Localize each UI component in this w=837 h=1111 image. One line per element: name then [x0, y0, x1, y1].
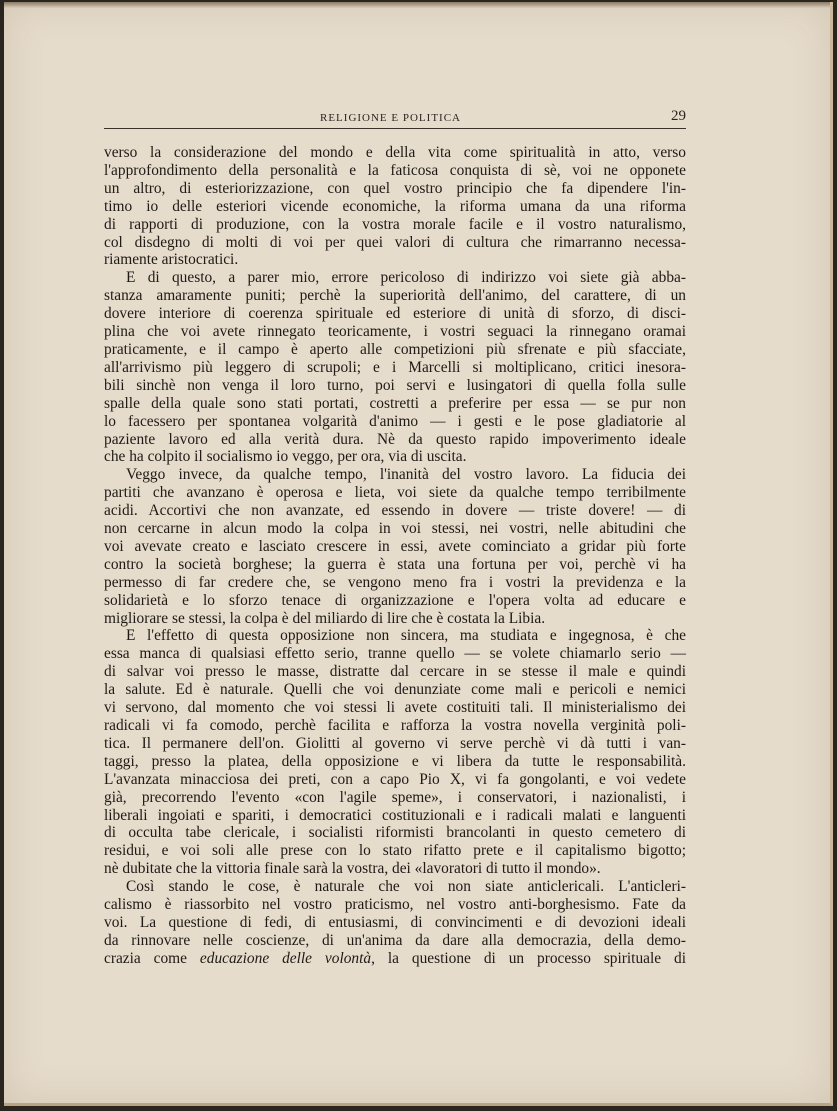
text-line: vi servono, dal momento che voi stessi li avete costituiti tali. Il ministerialismo dei: [104, 699, 686, 717]
text-line: spalle della quale sono stati portati, costretti a preferire per essa — se pur non: [104, 394, 686, 412]
text-line: L'avanzata minacciosa dei preti, con a capo Pio X, vi fa gongolanti, e voi vedete: [104, 770, 686, 788]
book-page: [4, 2, 833, 1106]
text-line: che ha colpito il socialismo io veggo, per ora, via di uscita.: [104, 448, 467, 466]
text-line: la salute. Ed è naturale. Quelli che voi denunziate come mali e pericoli e nemici: [104, 681, 686, 699]
paragraph-first-line: E di questo, a parer mio, errore pericoloso di indirizzo voi siete già abba-: [126, 269, 686, 287]
text-line: all'arrivismo più leggero di scrupoli; e i Marcelli si moltiplicano, critici inesora-: [104, 358, 686, 376]
text-line-with-italic: [104, 950, 686, 968]
text-line: di salvar voi presso le masse, distratte dal cercare in se stesse il male e quindi: [104, 663, 686, 681]
text-line: col disdegno di molti di voi per quei valori di cultura che rimarranno necessa-: [104, 233, 686, 251]
text-line: voi avevate creato e lasciato crescere in essi, avete cominciato a gridar più forte: [104, 537, 686, 555]
text-line: solidarietà e lo sforzo tenace di organizzazione e l'opera volta ad educare e: [104, 591, 686, 609]
text-line: radicali vi fa comodo, perchè facilita e rafforza la vostra novella verginità poli-: [104, 717, 686, 734]
text-line: di rapporti di produzione, con la vostra morale facile e il vostro naturalismo,: [104, 215, 686, 233]
page-number: 29: [671, 108, 686, 124]
text-line: stanza amaramente puniti; perchè la superiorità dell'animo, del carattere, di un: [104, 287, 686, 305]
page-top-edge: [4, 2, 830, 8]
text-line: timo io delle esteriori vicende economiche, la riforma umana da una riforma: [104, 197, 686, 215]
text-line: di occulta tabe clericale, i socialisti riformisti brancolanti in questo cemetero di: [104, 824, 686, 842]
running-header: [104, 108, 686, 129]
text-line: plina che voi avete rinnegato teoricamente, i vostri seguaci la rinnegano oramai: [104, 323, 686, 341]
text-line: acidi. Accortivi che non avanzate, ed essendo in dovere — triste dovere! — di: [104, 502, 686, 520]
text-line: l'approfondimento della personalità e la faticosa conquista di sè, voi ne opponete: [104, 161, 686, 179]
text-line: già, precorrendo l'evento «con l'agile speme», i conservatori, i nazionalisti, i: [104, 788, 686, 806]
text-line: un altro, di esteriorizzazione, con quel vostro principio che fa dipendere l'in-: [104, 179, 686, 197]
text-line: paziente lavoro ed alla verità dura. Nè da questo rapido impoverimento ideale: [104, 430, 686, 448]
text-line: voi. La questione di fedi, di entusiasmi, di convincimenti e di devozioni ideali: [104, 913, 686, 931]
paragraph-first-line: Veggo invece, da qualche tempo, l'inanità del vostro lavoro. La fiducia dei: [126, 466, 686, 484]
text-line: verso la considerazione del mondo e della vita come spiritualità in atto, verso: [104, 144, 686, 161]
text-line: calismo è riassorbito nel vostro praticismo, nel vostro anti-borghesismo. Fate da: [104, 896, 686, 914]
text-line: taggi, presso la platea, della opposizione e vi libera da tutte le responsabilità.: [104, 752, 686, 770]
italic-phrase: educazione delle volontà: [199, 949, 372, 967]
text-line: non cercarne in alcun modo la colpa in voi stessi, nei vostri, nelle abitudini che: [104, 520, 686, 538]
text-line: bili sinchè non venga il loro turno, poi servi e lusingatori di quella folla sulle: [104, 376, 686, 394]
paragraph-first-line: E l'effetto di questa opposizione non sincera, ma studiata e ingegnosa, è che: [126, 627, 686, 645]
text-line: residui, e voi soli alle prese con lo stato rifatto prete e il capitalismo bigotto;: [104, 842, 686, 860]
text-line: contro la società borghese; la guerra è stata una fortuna per voi, perchè vi ha: [104, 555, 686, 573]
text-line: liberali ingoiati e spariti, i democratici costituzionali e i radicali malati e languenti: [104, 806, 686, 824]
text-line: nè dubitate che la vittoria finale sarà la vostra, dei «lavoratori di tutto il mondo».: [104, 860, 601, 878]
text-segment: , la questione di un processo spirituale di: [371, 949, 686, 967]
body-text: [104, 144, 686, 968]
text-line: tica. Il permanere dell'on. Giolitti al governo vi serve perchè vi dà tutti i van-: [104, 734, 686, 752]
text-line: dovere interiore di coerenza spirituale ed esteriore di unità di sforzo, di disci-: [104, 305, 686, 323]
text-line: migliorare se stessi, la colpa è del miliardo di lire che è costata la Libia.: [104, 609, 546, 627]
text-line: permesso di far credere che, se vengono meno fra i vostri la previdenza e la: [104, 573, 686, 591]
text-line: essa manca di qualsiasi effetto serio, tranne quello — se volete chiamarlo serio —: [104, 645, 686, 663]
text-segment: crazia come: [104, 949, 200, 967]
text-line: lo facessero per spontanea volgarità d'animo — i gesti e le pose gladiatorie al: [104, 412, 686, 430]
text-line: partiti che avanzano è operosa e lieta, voi siete da qualche tempo terribilmente: [104, 484, 686, 502]
paragraph-first-line: Così stando le cose, è naturale che voi non siate anticlericali. L'anticleri-: [126, 878, 686, 896]
text-line: praticamente, e il campo è aperto alle competizioni più sfrenate e più sfacciate,: [104, 340, 686, 358]
running-title: RELIGIONE E POLITICA: [320, 112, 461, 124]
text-line: riamente aristocratici.: [104, 251, 239, 269]
text-line: da rinnovare nelle coscienze, di un'anima da dare alla democrazia, della demo-: [104, 931, 686, 949]
